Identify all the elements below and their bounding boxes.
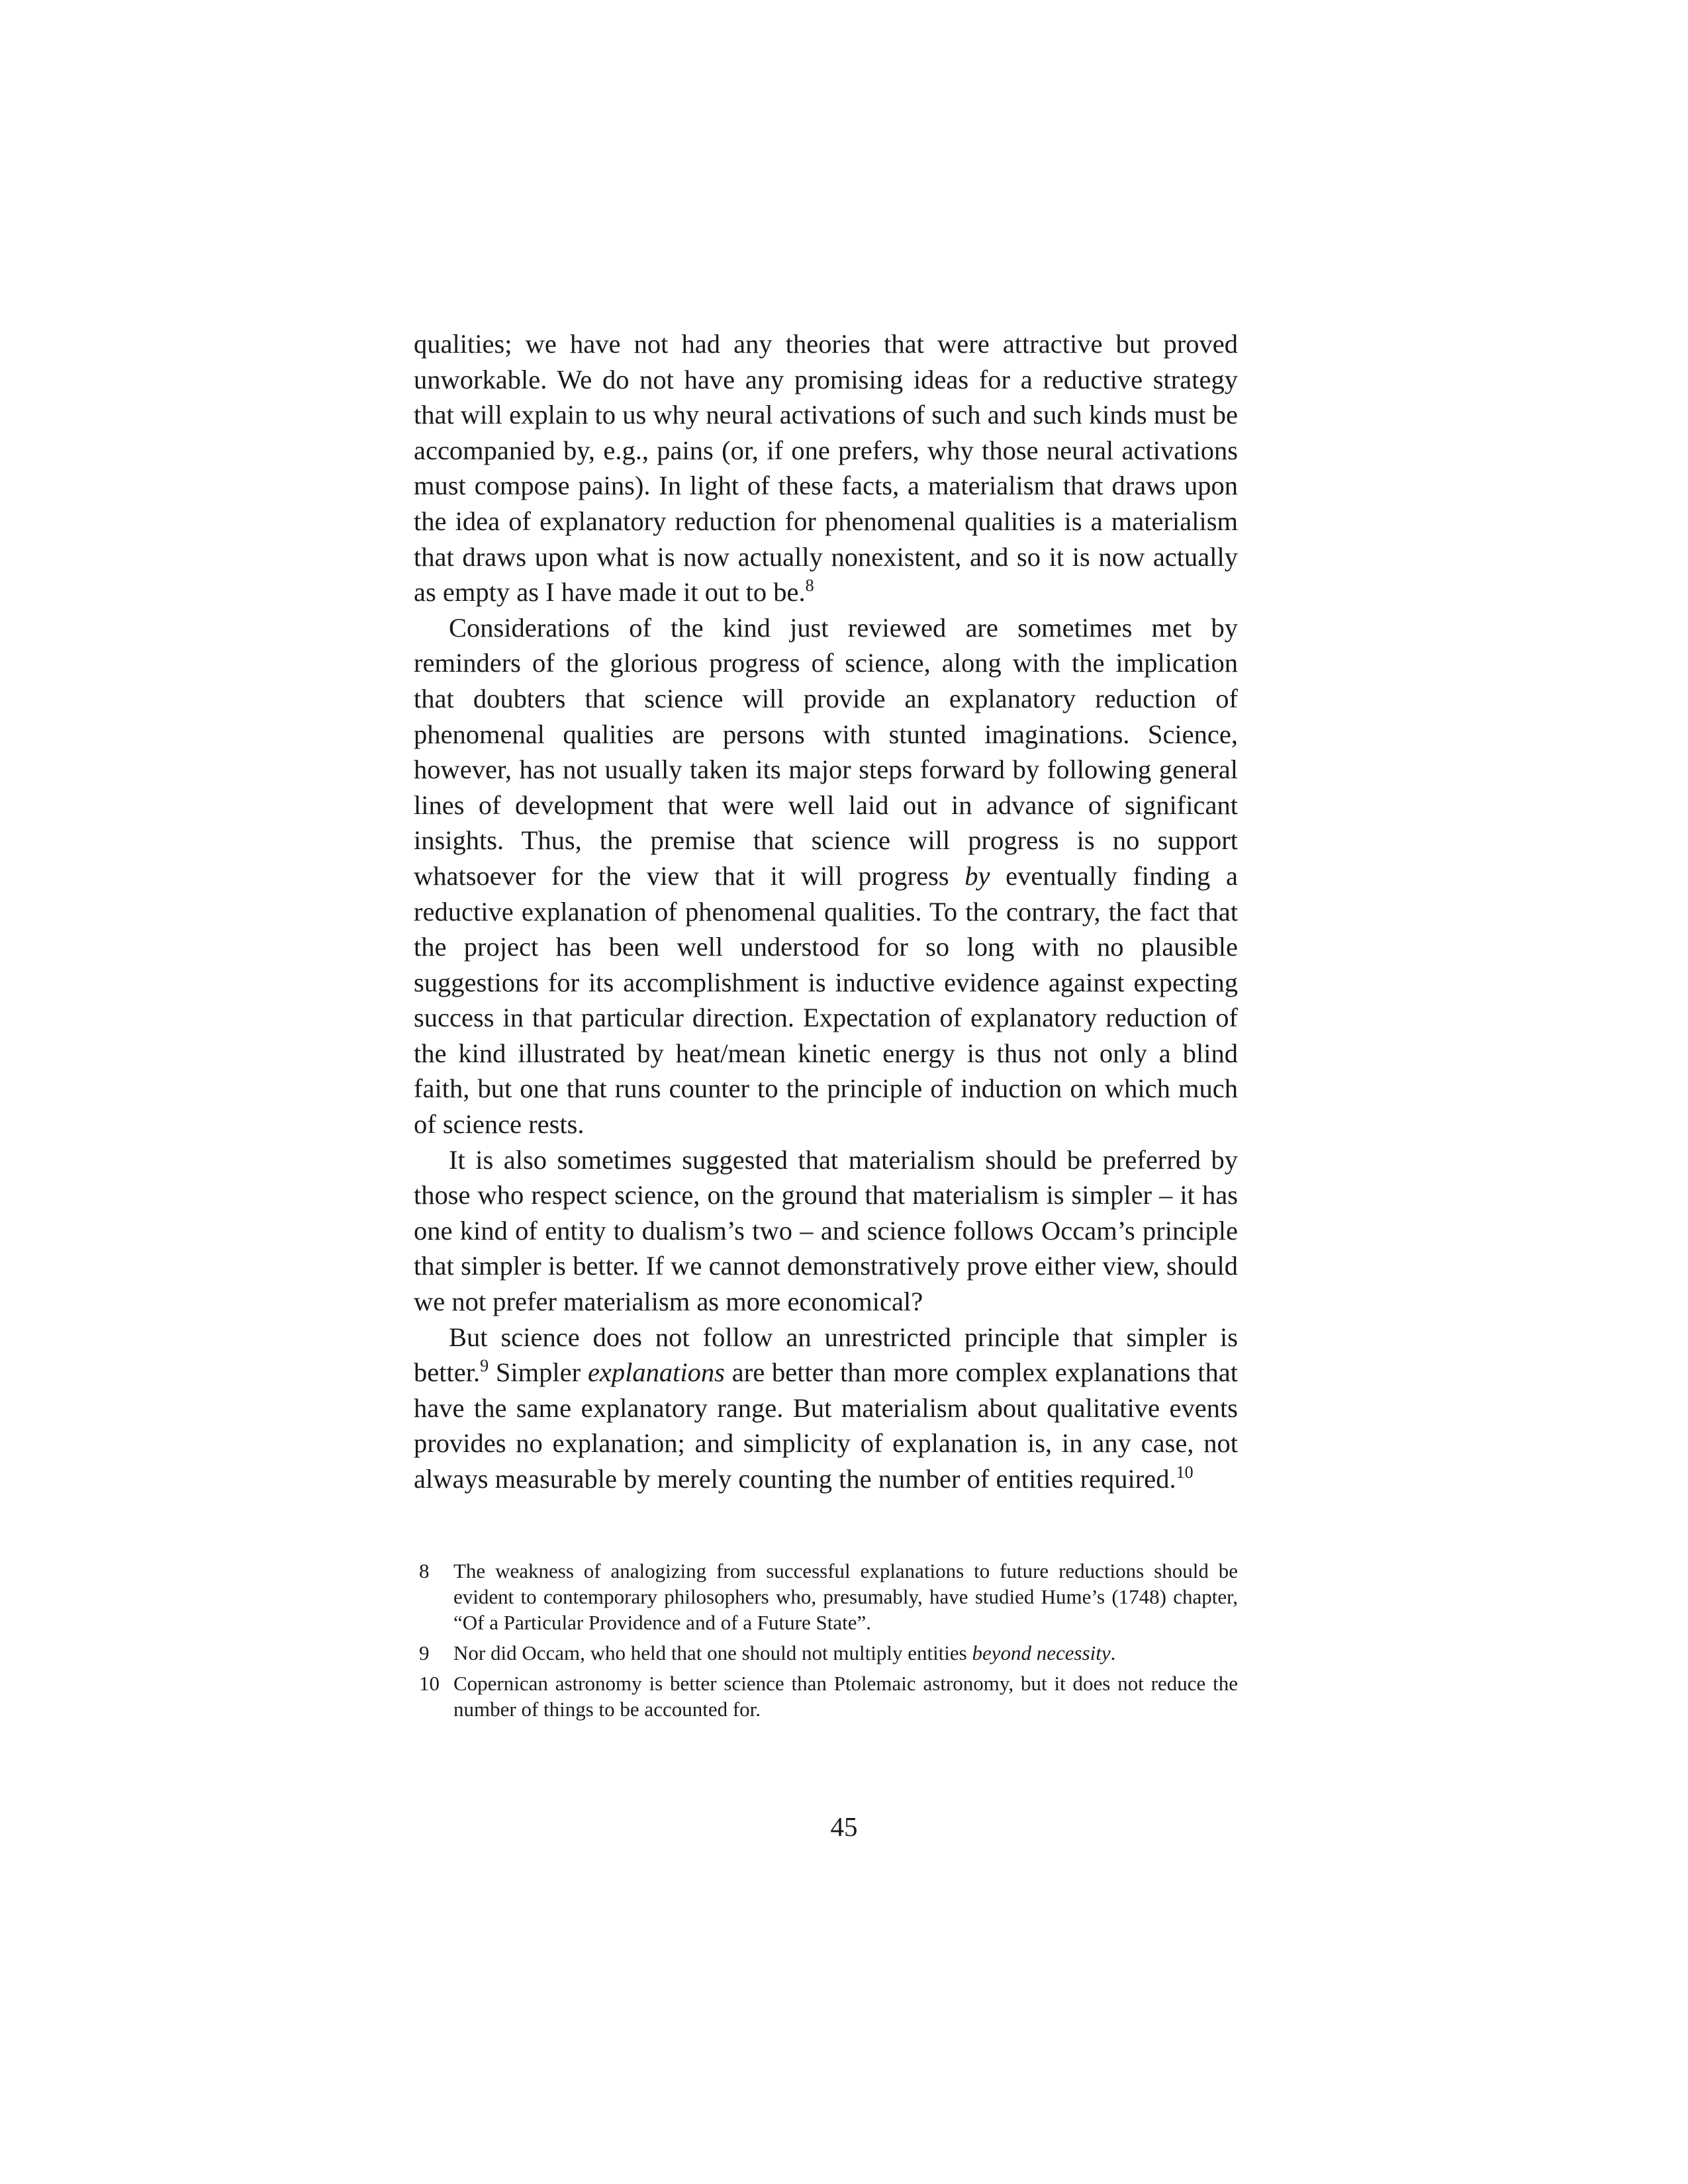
- footnote: [414, 1558, 1238, 1635]
- footnote: [414, 1640, 1238, 1666]
- footnote-text-part: .: [1110, 1641, 1116, 1664]
- paragraph: [414, 1142, 1238, 1320]
- footnote-reference: 9: [480, 1356, 489, 1376]
- paragraph: [414, 610, 1238, 1142]
- paragraph-text: qualities; we have not had any theories that were attractive but proved unworkable. We do not have any promising ideas for a reductive strategy that will explain to us why neural activations of such and such kinds must be accompanied by, e.g., pains (or, if one prefers, why those neural activations must compose pains). In light of these facts, a materialism that draws upon the idea of explanatory reduction for phenomenal qualities is a materialism that draws upon what is now actually nonexistent, and so it is now actually as empty as I have made it out to be.: [414, 329, 1238, 608]
- paragraph-text: Considerations of the kind just reviewed are sometimes met by reminders of the glorious progress of science, along with the implication that doubters that science will provide an explanatory reduction of phenomenal qualities are persons with stunted imaginations. Science, however, has not usually taken its major steps forward by following general lines of development that were well laid out in advance of significant insights. Thus, the premise that science will progress is no support whatsoever for the view that it will progress: [414, 612, 1238, 891]
- body-text: [414, 326, 1238, 1497]
- footnote-number: 8: [419, 1559, 430, 1582]
- paragraph-text: are better than more complex explanations that have the same explanatory range. But materialism about qualitative events provides no explanation; and simplicity of explanation is, in any case, not always measurable by merely counting the number of entities required.: [414, 1357, 1238, 1494]
- paragraph-text: It is also sometimes suggested that materialism should be preferred by those who respect science, on the ground that materialism is simpler – it has one kind of entity to dualism’s two – and science follows Occam’s principle that simpler is better. If we cannot demonstratively prove either view, should we not prefer materialism as more economical?: [414, 1144, 1238, 1317]
- footnote-reference: 8: [805, 576, 814, 596]
- emphasis-text: by: [964, 860, 990, 891]
- footnote-reference: 10: [1176, 1463, 1194, 1482]
- footnote-text: [453, 1558, 1238, 1635]
- footnote-text-part: Copernican astronomy is better science than Ptolemaic astronomy, but it does not reduce the number of things to be accounted for.: [453, 1672, 1238, 1721]
- footnote-text: [453, 1640, 1238, 1666]
- footnotes: [414, 1558, 1238, 1727]
- emphasis-text: explanations: [587, 1357, 725, 1388]
- footnote: [414, 1670, 1238, 1722]
- footnote-number: 10: [419, 1672, 440, 1695]
- paragraph: [414, 326, 1238, 610]
- page-number: 45: [830, 1811, 858, 1842]
- paragraph-text: But science does not follow an unrestricted principle that simpler is better.: [414, 1322, 1238, 1388]
- paragraph: [414, 1320, 1238, 1497]
- footnote-number: 9: [419, 1641, 430, 1664]
- footnote-text: [453, 1670, 1238, 1722]
- paragraph-text: Simpler: [489, 1357, 588, 1388]
- paragraph-text: eventually finding a reductive explanation of phenomenal qualities. To the contrary, the fact that the project has been well understood for so long with no plausible suggestions for its accomplishment is inductive evidence against expecting success in that particular direction. Expectation of explanatory reduction of the kind illustrated by heat/mean kinetic energy is thus not only a blind faith, but one that runs counter to the principle of induction on which much of science rests.: [414, 860, 1238, 1140]
- emphasis-text: beyond necessity: [972, 1641, 1111, 1664]
- footnote-text-part: The weakness of analogizing from successful explanations to future reductions should be evident to contemporary philosophers who, presumably, have studied Hume’s (1748) chapter, “Of a Particular Providence and of a Future State”.: [453, 1559, 1238, 1634]
- footnote-text-part: Nor did Occam, who held that one should not multiply entities: [453, 1641, 972, 1664]
